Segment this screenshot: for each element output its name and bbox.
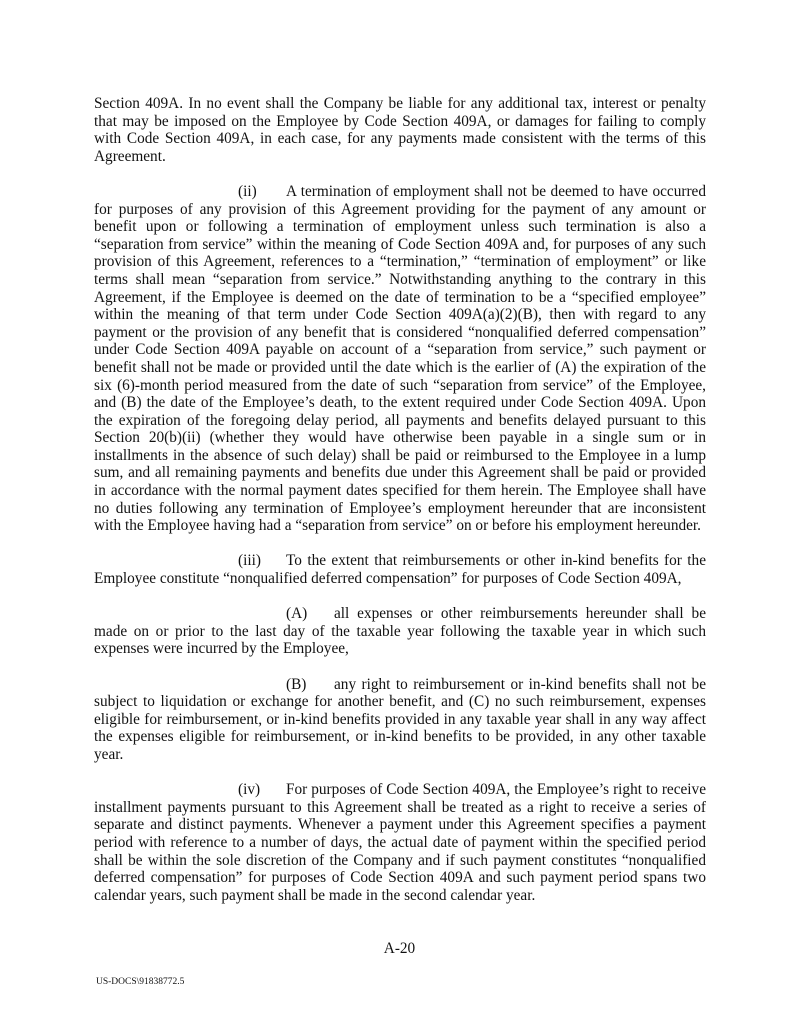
paragraph-text: Section 409A. In no event shall the Company be liable for any additional tax, interest or penalty that may be imposed on the Employee by Code Section 409A, or damages for failing to comply with Code Section 409A, in each case, for any payments made consistent with the terms of this Agreement. [94,95,706,165]
paragraph-iii-a [94,605,706,658]
paragraph-marker: (iii) [238,552,261,570]
paragraph-ii [94,183,706,535]
paragraph-marker: (B) [286,675,307,693]
paragraph-continuation [94,95,706,165]
paragraph-text: A termination of employment shall not be deemed to have occurred for purposes of any provision of this Agreement providing for the payment of any amount or benefit upon or following a termination of employment unless such termination is also a “separation from service” within the meaning of Code Section 409A and, for purposes of any such provision of this Agreement, references to a “termination,” “termination of employment” or like terms shall mean “separation from service.” Notwithstanding anything to the contrary in this Agreement, if the Employee is deemed on the date of termination to be a “specified employee” within the meaning of that term under Code Section 409A(a)(2)(B), then with regard to any payment or the provision of any benefit that is considered “nonqualified deferred compensation” under Code Section 409A payable on account of a “separation from service,” such payment or benefit shall not be made or provided until the date which is the earlier of (A) the expiration of the six (6)-month period measured from the date of such “separation from service” of the Employee, and (B) the date of the Employee’s death, to the extent required under Code Section 409A. Upon the expiration of the foregoing delay period, all payments and benefits delayed pursuant to this Section 20(b)(ii) (whether they would have otherwise been payable in a single sum or in installments in the absence of such delay) shall be paid or reimbursed to the Employee in a lump sum, and all remaining payments and benefits due under this Agreement shall be paid or provided in accordance with the normal payment dates specified for them herein. The Employee shall have no duties following any termination of Employee’s employment hereunder that are inconsistent with the Employee having had a “separation from service” on or before his employment hereunder. [94,182,706,535]
paragraph-text: For purposes of Code Section 409A, the Employee’s right to receive installment payments pursuant to this Agreement shall be treated as a right to receive a series of separate and distinct payments. Whenever a payment under this Agreement specifies a payment period with reference to a number of days, the actual date of payment within the specified period shall be within the sole discretion of the Company and if such payment constitutes “nonqualified deferred compensation” for purposes of Code Section 409A and such payment period spans two calendar years, such payment shall be made in the second calendar year. [94,781,706,904]
paragraph-iv [94,781,706,904]
paragraph-iii [94,552,706,587]
paragraph-marker: (ii) [238,182,257,200]
paragraph-text: To the extent that reimbursements or other in-kind benefits for the Employee constitute “nonqualified deferred compensation” for purposes of Code Section 409A, [94,552,706,588]
document-id: US-DOCS\91838772.5 [96,977,185,987]
paragraph-iii-b [94,676,706,764]
page-number: A-20 [383,940,416,957]
document-page [94,95,706,904]
paragraph-marker: (iv) [238,781,261,799]
paragraph-marker: (A) [286,605,308,623]
paragraph-text: all expenses or other reimbursements hereunder shall be made on or prior to the last day of the taxable year following the taxable year in which such expenses were incurred by the Employee, [94,605,706,658]
paragraph-text: any right to reimbursement or in-kind benefits shall not be subject to liquidation or exchange for another benefit, and (C) no such reimbursement, expenses eligible for reimbursement, or in-kind benefits provided in any taxable year shall in any way affect the expenses eligible for reimbursement, or in-kind benefits to be provided, in any other taxable year. [94,675,706,763]
